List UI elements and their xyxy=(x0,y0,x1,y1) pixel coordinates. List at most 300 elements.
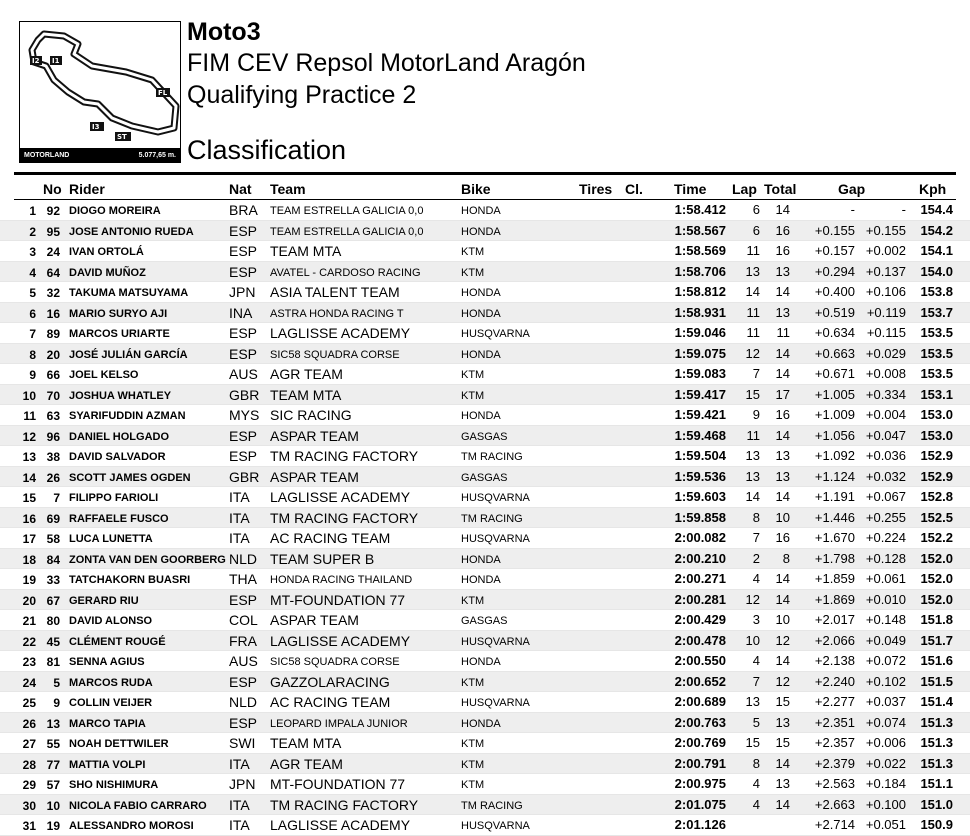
cell-kph: 151.6 xyxy=(920,653,953,668)
cell-gap2: +0.137 xyxy=(865,263,906,279)
cell-gap1: +2.277 xyxy=(814,694,855,709)
cell-pos: 16 xyxy=(22,511,36,526)
cell-pos: 17 xyxy=(22,532,36,546)
table-row xyxy=(0,631,970,652)
cell-pos: 31 xyxy=(22,819,36,833)
cell-kph: 151.5 xyxy=(920,673,953,689)
cell-bike: HUSQVARNA xyxy=(461,697,530,709)
cell-rider: COLLIN VEIJER xyxy=(69,697,153,709)
cell-rider: JOSE ANTONIO RUEDA xyxy=(69,225,194,238)
cell-gap2: +0.148 xyxy=(865,612,906,627)
cell-nat: MYS xyxy=(229,407,260,423)
cell-lap: 7 xyxy=(752,530,760,545)
cell-gap2: - xyxy=(901,202,906,217)
cell-time: 1:58.412 xyxy=(674,202,726,217)
cell-team: ASIA TALENT TEAM xyxy=(270,284,400,300)
cell-time: 1:58.706 xyxy=(674,263,726,279)
cell-gap1: +0.519 xyxy=(814,304,855,320)
cell-bike: HONDA xyxy=(461,656,501,668)
cell-gap1: +0.671 xyxy=(814,366,855,381)
cell-nat: AUS xyxy=(229,366,258,382)
cell-team: TEAM MTA xyxy=(270,243,342,259)
cell-time: 2:00.769 xyxy=(674,735,726,750)
cell-total: 14 xyxy=(775,202,790,217)
col-cl: Cl. xyxy=(625,181,643,197)
cell-no: 96 xyxy=(46,429,60,444)
cell-total: 13 xyxy=(775,468,790,484)
cell-nat: SWI xyxy=(229,735,256,751)
cell-gap2: +0.224 xyxy=(865,530,906,545)
cell-team: LAGLISSE ACADEMY xyxy=(270,632,411,649)
cell-bike: HUSQVARNA xyxy=(461,328,530,340)
cell-bike: HONDA xyxy=(461,348,501,361)
cell-time: 1:58.567 xyxy=(674,222,726,238)
cell-team: TEAM ESTRELLA GALICIA 0,0 xyxy=(270,225,424,238)
cell-team: GAZZOLARACING xyxy=(270,673,390,690)
cell-lap: 11 xyxy=(746,243,760,258)
cell-kph: 151.4 xyxy=(920,694,953,709)
cell-kph: 152.0 xyxy=(920,591,953,607)
cell-team: MT-FOUNDATION 77 xyxy=(270,776,406,792)
cell-rider: FILIPPO FARIOLI xyxy=(69,492,159,504)
cell-team: AC RACING TEAM xyxy=(270,694,391,710)
table-row xyxy=(0,590,970,611)
cell-gap2: +0.072 xyxy=(865,653,906,668)
cell-nat: ESP xyxy=(229,325,258,341)
cell-total: 13 xyxy=(775,448,790,463)
cell-bike: HUSQVARNA xyxy=(461,533,530,545)
cell-rider: DAVID MUÑOZ xyxy=(69,266,146,279)
cell-gap2: +0.029 xyxy=(865,345,906,361)
cell-team: LAGLISSE ACADEMY xyxy=(270,325,411,341)
cell-lap: 9 xyxy=(752,407,760,422)
cell-team: TEAM ESTRELLA GALICIA 0,0 xyxy=(270,205,424,217)
cell-rider: NICOLA FABIO CARRARO xyxy=(69,799,207,812)
cell-gap1: +0.663 xyxy=(814,345,855,361)
cell-gap1: +2.357 xyxy=(814,735,855,750)
table-row xyxy=(0,405,970,426)
cell-gap2: +0.155 xyxy=(865,222,906,238)
cell-time: 2:01.075 xyxy=(674,796,726,812)
cell-nat: GBR xyxy=(229,386,260,403)
cell-time: 2:00.082 xyxy=(674,530,726,545)
cell-kph: 154.4 xyxy=(920,202,953,217)
cell-no: 9 xyxy=(53,696,60,710)
cell-lap: 13 xyxy=(745,468,760,484)
cell-rider: MARCOS RUDA xyxy=(69,676,153,689)
cell-nat: ESP xyxy=(229,263,258,280)
cell-bike: HUSQVARNA xyxy=(461,820,530,832)
cell-total: 13 xyxy=(775,776,790,791)
cell-kph: 151.7 xyxy=(920,632,953,648)
table-row xyxy=(0,754,970,775)
cell-total: 8 xyxy=(782,550,790,566)
cell-team: TEAM MTA xyxy=(270,735,342,751)
marker-i1: I1 xyxy=(52,57,60,65)
cell-bike: HUSQVARNA xyxy=(461,635,530,648)
cell-kph: 154.1 xyxy=(920,243,953,258)
cell-pos: 25 xyxy=(22,696,36,710)
cell-pos: 15 xyxy=(22,491,36,505)
cell-lap: 3 xyxy=(752,612,760,627)
cell-total: 10 xyxy=(775,612,790,627)
cell-kph: 152.0 xyxy=(920,571,953,586)
cell-kph: 152.9 xyxy=(920,448,953,463)
cell-team: SIC58 SQUADRA CORSE xyxy=(270,348,400,361)
session-title: Qualifying Practice 2 xyxy=(187,81,417,109)
cell-bike: HUSQVARNA xyxy=(461,492,530,504)
cell-nat: ITA xyxy=(229,755,250,772)
cell-bike: HONDA xyxy=(461,205,501,217)
cell-no: 63 xyxy=(46,409,60,423)
cell-gap1: +1.869 xyxy=(814,591,855,607)
cell-gap1: +0.294 xyxy=(814,263,855,279)
cell-kph: 152.2 xyxy=(920,530,953,545)
cell-nat: ITA xyxy=(229,509,250,526)
track-map-icon xyxy=(20,22,180,148)
cell-lap: 12 xyxy=(745,591,760,607)
cell-lap: 13 xyxy=(745,448,760,463)
cell-kph: 151.1 xyxy=(920,776,953,791)
col-lap: Lap xyxy=(732,181,757,197)
table-row xyxy=(0,672,970,693)
cell-no: 84 xyxy=(46,552,60,567)
cell-bike: HONDA xyxy=(461,287,501,299)
cell-nat: ESP xyxy=(229,673,258,690)
cell-total: 14 xyxy=(775,591,790,607)
cell-team: TM RACING FACTORY xyxy=(270,509,419,526)
cell-rider: TAKUMA MATSUYAMA xyxy=(69,287,189,299)
cell-total: 14 xyxy=(775,653,790,668)
col-no: No xyxy=(43,181,62,197)
cell-lap: 8 xyxy=(752,509,760,525)
cell-pos: 27 xyxy=(22,737,36,751)
cell-bike: KTM xyxy=(461,594,485,607)
cell-lap: 10 xyxy=(745,632,760,648)
table-row xyxy=(0,446,970,467)
cell-time: 1:59.046 xyxy=(674,325,726,340)
cell-kph: 150.9 xyxy=(920,817,953,832)
cell-lap: 4 xyxy=(752,571,760,586)
cell-time: 2:00.975 xyxy=(674,776,726,791)
cell-bike: GASGAS xyxy=(461,615,508,627)
cell-time: 1:59.075 xyxy=(674,345,726,361)
cell-rider: MARIO SURYO AJI xyxy=(69,307,168,320)
cell-total: 16 xyxy=(775,530,790,545)
col-nat: Nat xyxy=(229,181,252,197)
cell-bike: KTM xyxy=(461,389,485,402)
cell-bike: TM RACING xyxy=(461,799,523,812)
cell-gap1: +1.798 xyxy=(814,550,855,566)
cell-no: 64 xyxy=(46,265,60,280)
cell-pos: 7 xyxy=(29,327,36,341)
cell-no: 7 xyxy=(53,491,60,505)
cell-no: 92 xyxy=(46,204,60,218)
cell-time: 2:00.429 xyxy=(674,612,726,627)
cell-nat: ESP xyxy=(229,222,258,239)
cell-pos: 23 xyxy=(22,655,36,669)
cell-team: LAGLISSE ACADEMY xyxy=(270,817,411,833)
cell-gap2: +0.334 xyxy=(865,386,906,402)
cell-kph: 153.0 xyxy=(920,427,953,443)
cell-gap1: +2.138 xyxy=(814,653,855,668)
cell-pos: 14 xyxy=(22,470,36,485)
table-row xyxy=(0,426,970,447)
cell-rider: SYARIFUDDIN AZMAN xyxy=(69,410,186,422)
top-rule xyxy=(14,172,956,175)
cell-gap1: +1.009 xyxy=(814,407,855,422)
cell-kph: 151.3 xyxy=(920,735,953,750)
cell-time: 2:00.478 xyxy=(674,632,726,648)
cell-pos: 6 xyxy=(29,306,36,321)
cell-pos: 13 xyxy=(22,450,36,464)
cell-lap: 12 xyxy=(745,345,760,361)
cell-lap: 13 xyxy=(745,694,760,709)
cell-pos: 2 xyxy=(29,224,36,239)
cell-team: ASPAR TEAM xyxy=(270,427,359,444)
cell-lap: 5 xyxy=(752,714,760,730)
cell-team: ASPAR TEAM xyxy=(270,468,359,485)
cell-lap: 4 xyxy=(752,796,760,812)
cell-gap1: +2.351 xyxy=(814,714,855,730)
cell-lap: 15 xyxy=(745,735,760,750)
cell-nat: ESP xyxy=(229,427,258,444)
cell-time: 2:00.210 xyxy=(674,550,726,566)
cell-team: SIC RACING xyxy=(270,407,352,423)
table-row xyxy=(0,713,970,734)
cell-kph: 151.8 xyxy=(920,612,953,627)
cell-lap: 4 xyxy=(752,776,760,791)
cell-gap1: +1.056 xyxy=(814,427,855,443)
cell-total: 14 xyxy=(775,284,790,299)
cell-bike: GASGAS xyxy=(461,430,508,443)
cell-gap2: +0.061 xyxy=(865,571,906,586)
cell-pos: 11 xyxy=(23,409,36,423)
cell-pos: 28 xyxy=(22,757,36,772)
cell-time: 1:59.504 xyxy=(674,448,726,463)
cell-no: 70 xyxy=(46,388,60,403)
cell-gap1: +2.379 xyxy=(814,755,855,771)
table-header xyxy=(0,180,970,200)
cell-no: 95 xyxy=(46,224,60,239)
cell-time: 1:58.812 xyxy=(674,284,726,299)
table-row xyxy=(0,364,970,385)
cell-time: 1:59.417 xyxy=(674,386,726,402)
table-row xyxy=(0,344,970,365)
cell-lap: 11 xyxy=(746,304,760,320)
cell-bike: HONDA xyxy=(461,574,501,586)
cell-kph: 153.5 xyxy=(920,366,953,381)
table-row xyxy=(0,610,970,631)
cell-nat: ESP xyxy=(229,591,258,608)
cell-kph: 153.1 xyxy=(920,386,953,402)
cell-pos: 18 xyxy=(22,552,36,567)
cell-rider: JOEL KELSO xyxy=(69,369,139,381)
cell-kph: 152.5 xyxy=(920,509,953,525)
cell-no: 20 xyxy=(46,347,60,362)
cell-total: 12 xyxy=(775,673,790,689)
cell-time: 2:00.652 xyxy=(674,673,726,689)
cell-nat: GBR xyxy=(229,468,260,485)
cell-gap2: +0.049 xyxy=(865,632,906,648)
cell-rider: DIOGO MOREIRA xyxy=(69,205,161,217)
cell-no: 58 xyxy=(46,532,60,546)
table-row xyxy=(0,651,970,672)
cell-time: 2:00.550 xyxy=(674,653,726,668)
cell-gap1: +1.191 xyxy=(814,489,855,504)
cell-rider: RAFFAELE FUSCO xyxy=(69,512,169,525)
cell-total: 12 xyxy=(775,632,790,648)
cell-team: AGR TEAM xyxy=(270,755,343,772)
cell-team: ASPAR TEAM xyxy=(270,612,359,628)
cell-lap: 2 xyxy=(752,550,760,566)
cell-kph: 153.0 xyxy=(920,407,953,422)
cell-gap1: +2.663 xyxy=(814,796,855,812)
cell-team: LEOPARD IMPALA JUNIOR xyxy=(270,717,408,730)
cell-rider: CLÉMENT ROUGÉ xyxy=(69,635,166,648)
col-team: Team xyxy=(270,181,306,197)
cell-nat: ITA xyxy=(229,489,250,505)
cell-kph: 153.8 xyxy=(920,284,953,299)
marker-fl: FL xyxy=(158,89,168,97)
cell-gap1: +1.092 xyxy=(814,448,855,463)
table-row xyxy=(0,774,970,795)
cell-time: 1:58.931 xyxy=(674,304,726,320)
cell-time: 2:00.689 xyxy=(674,694,726,709)
cell-rider: GERARD RIU xyxy=(69,594,139,607)
cell-gap2: +0.037 xyxy=(865,694,906,709)
cell-gap2: +0.184 xyxy=(865,776,906,791)
cell-pos: 26 xyxy=(22,716,36,731)
cell-rider: IVAN ORTOLÁ xyxy=(69,246,144,258)
cell-pos: 29 xyxy=(22,778,36,792)
cell-lap: 11 xyxy=(746,427,760,443)
cell-gap1: +1.670 xyxy=(814,530,855,545)
cell-lap: 6 xyxy=(752,222,760,238)
cell-lap: 14 xyxy=(745,489,760,504)
cell-no: 67 xyxy=(46,593,60,608)
cell-gap1: +1.124 xyxy=(814,468,855,484)
cell-total: 13 xyxy=(775,304,790,320)
cell-total: 14 xyxy=(775,755,790,771)
table-row xyxy=(0,692,970,713)
cell-time: 1:58.569 xyxy=(674,243,726,258)
cell-kph: 151.0 xyxy=(920,796,953,812)
cell-bike: KTM xyxy=(461,738,485,750)
table-row xyxy=(0,303,970,324)
title-block xyxy=(187,18,586,111)
cell-gap1: +2.240 xyxy=(814,673,855,689)
cell-gap2: +0.119 xyxy=(866,304,906,320)
table-row xyxy=(0,323,970,344)
cell-rider: NOAH DETTWILER xyxy=(69,738,169,750)
cell-pos: 4 xyxy=(29,265,36,280)
cell-rider: MARCO TAPIA xyxy=(69,717,146,730)
table-row xyxy=(0,528,970,549)
table-row xyxy=(0,241,970,262)
cell-rider: ALESSANDRO MOROSI xyxy=(69,820,194,832)
cell-rider: JOSÉ JULIÁN GARCÍA xyxy=(69,348,188,361)
cell-nat: INA xyxy=(229,304,253,321)
cell-time: 1:59.083 xyxy=(674,366,726,381)
cell-gap1: +2.563 xyxy=(814,776,855,791)
cell-total: 14 xyxy=(775,489,790,504)
col-rider: Rider xyxy=(69,181,105,197)
cell-no: 89 xyxy=(46,327,60,341)
cell-no: 66 xyxy=(46,368,60,382)
cell-pos: 30 xyxy=(22,798,36,813)
cell-bike: HONDA xyxy=(461,553,501,566)
table-row xyxy=(0,487,970,508)
cell-gap2: +0.106 xyxy=(865,284,906,299)
cell-no: 16 xyxy=(46,306,60,321)
cell-gap2: +0.047 xyxy=(865,427,906,443)
cell-no: 13 xyxy=(46,716,60,731)
cell-total: 16 xyxy=(775,243,790,258)
cell-bike: KTM xyxy=(461,369,485,381)
cell-rider: SCOTT JAMES OGDEN xyxy=(69,471,191,484)
cell-no: 38 xyxy=(46,450,60,464)
cell-lap: 4 xyxy=(752,653,760,668)
cell-no: 77 xyxy=(46,757,60,772)
cell-nat: ESP xyxy=(229,345,258,362)
cell-no: 19 xyxy=(46,819,60,833)
cell-bike: HONDA xyxy=(461,717,501,730)
cell-lap: 13 xyxy=(745,263,760,279)
cell-gap2: +0.102 xyxy=(865,673,906,689)
cell-lap: 7 xyxy=(752,673,760,689)
cell-kph: 152.0 xyxy=(920,550,953,566)
cell-team: AVATEL - CARDOSO RACING xyxy=(270,266,421,279)
cell-no: 81 xyxy=(46,655,60,669)
cell-lap: 14 xyxy=(745,284,760,299)
cell-kph: 153.5 xyxy=(920,345,953,361)
cell-kph: 151.3 xyxy=(920,714,953,730)
cell-gap2: +0.008 xyxy=(865,366,906,381)
cell-team: TM RACING FACTORY xyxy=(270,796,419,813)
cell-pos: 19 xyxy=(22,573,36,587)
cell-rider: SENNA AGIUS xyxy=(69,656,145,668)
cell-kph: 153.5 xyxy=(920,325,953,340)
marker-i3: I3 xyxy=(92,123,100,131)
circuit-name: MOTORLAND xyxy=(24,151,70,159)
cell-total: 17 xyxy=(775,386,790,402)
category-title: Moto3 xyxy=(187,18,261,46)
cell-no: 33 xyxy=(46,573,60,587)
cell-total: 13 xyxy=(775,263,790,279)
circuit-logo xyxy=(19,21,181,163)
cell-time: 2:00.763 xyxy=(674,714,726,730)
cell-kph: 152.9 xyxy=(920,468,953,484)
cell-team: AGR TEAM xyxy=(270,366,343,382)
cell-rider: MARCOS URIARTE xyxy=(69,328,170,340)
cell-nat: JPN xyxy=(229,776,256,792)
cell-bike: TM RACING xyxy=(461,451,523,463)
cell-total: 15 xyxy=(775,694,790,709)
cell-pos: 12 xyxy=(22,429,36,444)
cell-bike: KTM xyxy=(461,758,485,771)
cell-gap1: +0.157 xyxy=(814,243,855,258)
cell-nat: THA xyxy=(229,571,257,587)
cell-pos: 9 xyxy=(29,368,36,382)
cell-lap: 8 xyxy=(752,755,760,771)
cell-pos: 1 xyxy=(29,204,36,218)
cell-nat: ITA xyxy=(229,817,250,833)
cell-gap2: +0.255 xyxy=(865,509,906,525)
cell-total: 16 xyxy=(775,222,790,238)
cell-nat: ESP xyxy=(229,243,258,259)
cell-nat: JPN xyxy=(229,284,256,300)
